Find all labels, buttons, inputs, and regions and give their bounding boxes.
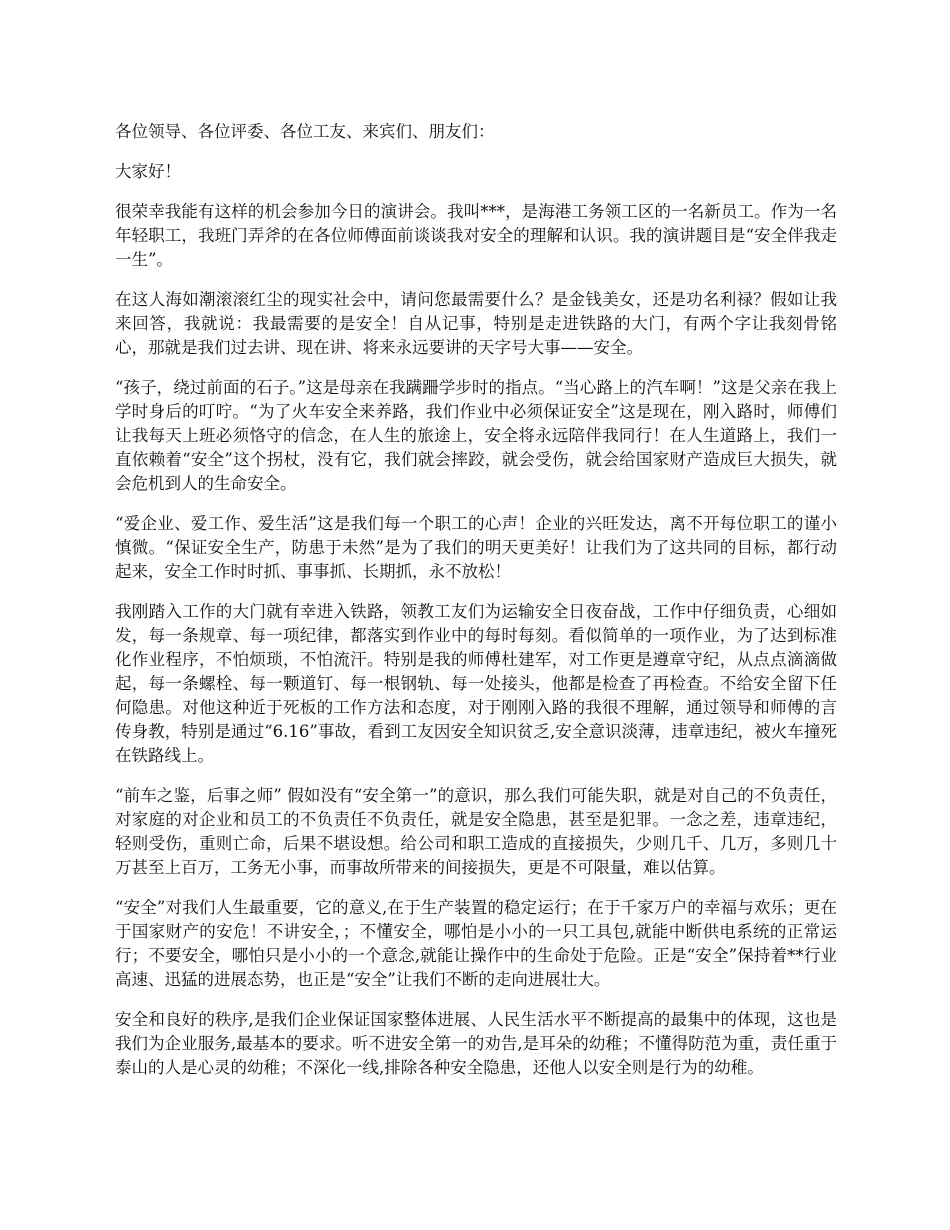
salutation: 各位领导、各位评委、各位工友、来宾们、朋友们： <box>115 122 495 141</box>
paragraph-motto: “爱企业、爱工作、爱生活”这是我们每一个职工的心声！企业的兴旺发达，离不开每位职工的谨小慎微。“保证安全生产，防患于未然”是为了我们的明天更美好！让我们为了这共同的目标，都行动起来，安全工作时时抓、事事抓、长期抓，永不放松！ <box>115 514 837 581</box>
paragraph-parents: “孩子，绕过前面的石子。”这是母亲在我蹒跚学步时的指点。“当心路上的汽车啊！”这是父亲在我上学时身后的叮咛。“为了火车安全来养路，我们作业中必须保证安全”这是现在，刚入路时，师傅们让我每天上班必须恪守的信念，在人生的旅途上，安全将永远陪伴我同行！在人生道路上，我们一直依赖着“安全”这个拐杖，没有它，我们就会摔跤，就会受伤，就会给国家财产造成巨大损失，就会危机到人的生命安全。 <box>115 378 837 493</box>
speech-body <box>115 120 837 1096</box>
paragraph-mentor: 我刚踏入工作的大门就有幸进入铁路，领教工友们为运输安全日夜奋战，工作中仔细负责，心细如发，每一条规章、每一项纪律，都落实到作业中的每时每刻。看似简单的一项作业，为了达到标准化作业程序，不怕烦琐，不怕流汗。特别是我的师傅杜建军，对工作更是遵章守纪，从点点滴滴做起，每一条螺栓、每一颗道钉、每一根钢轨、每一处接头，他都是检查了再检查。不给安全留下任何隐患。对他这种近于死板的工作方法和态度，对于刚刚入路的我很不理解，通过领导和师傅的言传身教，特别是通过“6.16”事故，看到工友因安全知识贫乏,安全意识淡薄，违章违纪，被火车撞死在铁路线上。 <box>115 602 837 765</box>
greeting: 大家好！ <box>115 162 181 181</box>
paragraph-question: 在这人海如潮滚滚红尘的现实社会中，请问您最需要什么？是金钱美女，还是功名利禄？假如让我来回答，我就说：我最需要的是安全！自从记事，特别是走进铁路的大门，有两个字让我刻骨铭心，那就是我们过去讲、现在讲、将来永远要讲的天字号大事——安全。 <box>115 290 837 357</box>
paragraph-order: 安全和良好的秩序,是我们企业保证国家整体进展、人民生活水平不断提高的最集中的体现，这也是我们为企业服务,最基本的要求。听不进安全第一的劝告,是耳朵的幼稚；不懂得防范为重，责任重于泰山的人是心灵的幼稚；不深化一线,排除各种安全隐患，还他人以安全则是行为的幼稚。 <box>115 1010 837 1077</box>
paragraph-meaning: “安全”对我们人生最重要，它的意义,在于生产装置的稳定运行；在于千家万户的幸福与欢乐；更在于国家财产的安危！不讲安全，；不懂安全，哪怕是小小的一只工具包,就能中断供电系统的正常运行；不要安全，哪怕只是小小的一个意念,就能让操作中的生命处于危险。正是“安全”保持着**行业高速、迅猛的进展态势，也正是“安全”让我们不断的走向进展壮大。 <box>115 898 837 989</box>
paragraph-intro: 很荣幸我能有这样的机会参加今日的演讲会。我叫***，是海港工务领工区的一名新员工。作为一名年轻职工，我班门弄斧的在各位师傅面前谈谈我对安全的理解和认识。我的演讲题目是“安全伴我走一生”。 <box>115 202 837 269</box>
paragraph-lesson: “前车之鉴，后事之师” 假如没有“安全第一”的意识，那么我们可能失职，就是对自己的不负责任，对家庭的对企业和员工的不负责任不负责任，就是安全隐患，甚至是犯罪。一念之差，违章违纪，轻则受伤，重则亡命，后果不堪设想。给公司和职工造成的直接损失，少则几千、几万，多则几十万甚至上百万，工务无小事，而事故所带来的间接损失，更是不可限量，难以估算。 <box>115 786 837 877</box>
